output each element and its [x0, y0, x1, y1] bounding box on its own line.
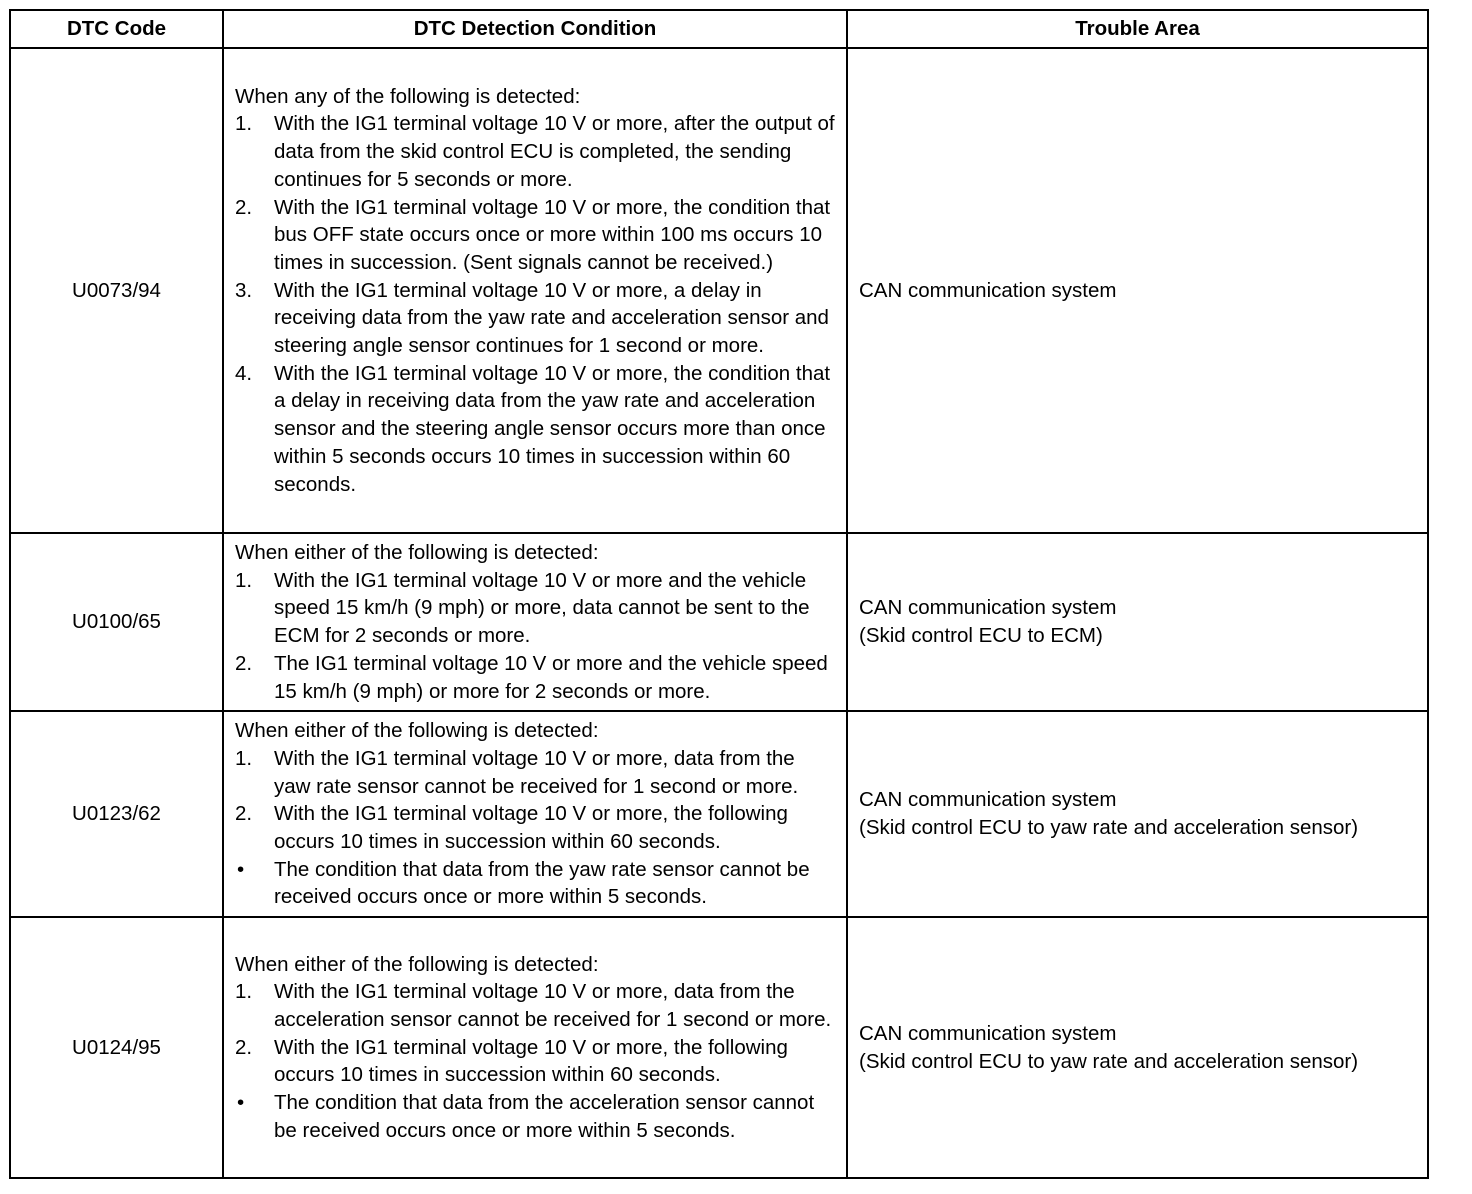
item-text: With the IG1 terminal voltage 10 V or more and the vehicle speed 15 km/h (9 mph) or more, data cannot be sent to the ECM for 2 seconds or more.: [274, 568, 810, 648]
item-text: The condition that data from the acceleration sensor cannot be received occurs once or more within 5 seconds.: [274, 1091, 815, 1142]
condition-item: [235, 194, 836, 277]
condition-intro: When either of the following is detected:: [235, 952, 599, 976]
trouble-area-line: (Skid control ECU to yaw rate and acceleration sensor): [859, 816, 1359, 840]
trouble-area-cell: [847, 917, 1428, 1178]
header-trouble-area: Trouble Area: [847, 10, 1428, 48]
trouble-area-cell: [847, 48, 1428, 533]
condition-item: [235, 1089, 836, 1144]
item-marker: 3.: [235, 278, 253, 302]
dtc-code-cell: U0124/95: [10, 917, 223, 1178]
item-marker: 2.: [235, 802, 253, 826]
condition-item: [235, 277, 836, 360]
condition-intro: When either of the following is detected:: [235, 541, 599, 564]
condition-item: [235, 745, 836, 800]
item-marker: 1.: [235, 980, 253, 1004]
condition-list: [235, 567, 836, 706]
item-marker: 4.: [235, 361, 253, 385]
condition-cell: [223, 711, 847, 917]
item-marker: 2.: [235, 195, 253, 219]
dtc-code-cell: U0073/94: [10, 48, 223, 533]
trouble-area-line: CAN communication system: [859, 596, 1117, 620]
table-row: [10, 917, 1428, 1178]
condition-item: [235, 978, 836, 1033]
condition-item: [235, 650, 836, 705]
dtc-table: [9, 9, 1429, 1179]
condition-item: [235, 110, 836, 193]
header-detection-condition: DTC Detection Condition: [223, 10, 847, 48]
trouble-area-cell: [847, 533, 1428, 711]
dtc-code-cell: U0123/62: [10, 711, 223, 917]
condition-intro: When either of the following is detected:: [235, 719, 599, 743]
condition-item: [235, 800, 836, 855]
condition-cell: [223, 917, 847, 1178]
trouble-area-line: CAN communication system: [859, 278, 1117, 302]
trouble-area-cell: [847, 711, 1428, 917]
bullet-marker: •: [237, 1091, 245, 1115]
item-text: The IG1 terminal voltage 10 V or more and the vehicle speed 15 km/h (9 mph) or more for 2 seconds or more.: [274, 651, 828, 703]
item-text: With the IG1 terminal voltage 10 V or more, data from the acceleration sensor cannot be received for 1 second or more.: [274, 980, 832, 1032]
table-row: [10, 711, 1428, 917]
item-marker: 1.: [235, 568, 253, 592]
trouble-area-line: CAN communication system: [859, 788, 1117, 812]
item-text: With the IG1 terminal voltage 10 V or more, the following occurs 10 times in succession within 60 seconds.: [274, 1035, 788, 1087]
condition-cell: [223, 48, 847, 533]
condition-item: [235, 1034, 836, 1089]
condition-list: [235, 745, 836, 911]
bullet-marker: •: [237, 857, 245, 881]
condition-cell: [223, 533, 847, 711]
table-row: [10, 533, 1428, 711]
table-row: [10, 48, 1428, 533]
item-marker: 2.: [235, 651, 253, 675]
item-text: With the IG1 terminal voltage 10 V or more, the condition that a delay in receiving data from the yaw rate and acceleration sensor and the steering angle sensor occurs more than once within 5 seconds occurs 10 times in succession within 60 seconds.: [274, 361, 831, 496]
item-marker: 1.: [235, 112, 253, 136]
condition-list: [235, 110, 836, 498]
dtc-code-cell: U0100/65: [10, 533, 223, 711]
trouble-area-line: (Skid control ECU to ECM): [859, 624, 1103, 648]
item-text: With the IG1 terminal voltage 10 V or more, after the output of data from the skid control ECU is completed, the sending continues for 5 seconds or more.: [274, 112, 835, 191]
header-row: [10, 10, 1428, 48]
condition-item: [235, 567, 836, 650]
item-marker: 1.: [235, 746, 253, 770]
condition-list: [235, 978, 836, 1144]
item-text: With the IG1 terminal voltage 10 V or more, data from the yaw rate sensor cannot be received for 1 second or more.: [274, 746, 799, 798]
trouble-area-line: (Skid control ECU to yaw rate and acceleration sensor): [859, 1049, 1359, 1073]
item-text: With the IG1 terminal voltage 10 V or more, the condition that bus OFF state occurs once or more within 100 ms occurs 10 times in succession. (Sent signals cannot be received.): [274, 195, 831, 274]
header-dtc-code: DTC Code: [10, 10, 223, 48]
item-text: The condition that data from the yaw rate sensor cannot be received occurs once or more within 5 seconds.: [274, 857, 810, 909]
item-text: With the IG1 terminal voltage 10 V or more, a delay in receiving data from the yaw rate and acceleration sensor and steering angle sensor continues for 1 second or more.: [274, 278, 829, 358]
item-marker: 2.: [235, 1035, 253, 1059]
condition-intro: When any of the following is detected:: [235, 84, 581, 108]
trouble-area-line: CAN communication system: [859, 1021, 1117, 1045]
condition-item: [235, 360, 836, 499]
condition-item: [235, 856, 836, 911]
item-text: With the IG1 terminal voltage 10 V or more, the following occurs 10 times in succession within 60 seconds.: [274, 802, 788, 854]
